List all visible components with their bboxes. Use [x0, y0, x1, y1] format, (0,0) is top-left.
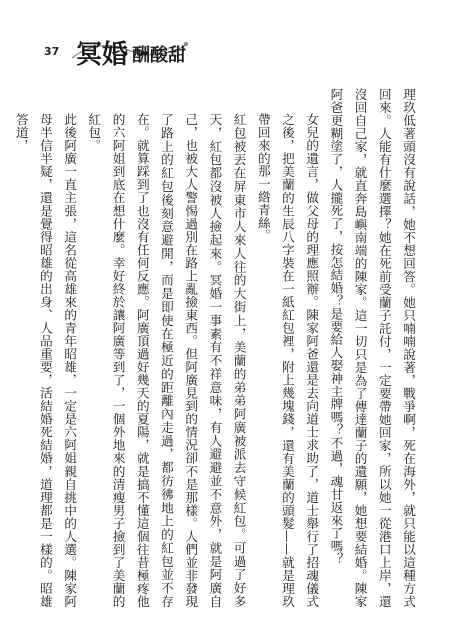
body-text: [13, 88, 420, 608]
paragraph: 理玖低著頭沒有說話，她不想回答。她只喃喃說著，戰爭啊，死在海外，就只能以這種方式回來。人能有什麼選擇？她在死前受蘭子託付，一定要帶她回家，所以她一從港口上岸，還沒回自己家，就直奔島嶼南端的陳家。這一切只是為了傳達蘭子的遺願，她想要結婚。陳家阿爸更糊塗了，人攏死了，按怎結婚？是要給人娶神主牌嗎？不過，魂甘返來了嗎？: [328, 88, 416, 608]
page-number: 37: [44, 45, 60, 58]
running-title-sub: 酬酸甜: [132, 45, 186, 66]
paragraph: 紅包被丟在屏東市人來人往的大街上，美蘭的弟弟阿廣被派去守候紅包。可過了好多天，紅包都沒被人撿起來。冥婚一事素有不祥意味，有人避避並不意外，就是阿廣自己，也被大人警惕過別在路上亂撿東西。但阿廣見到的情況卻不是那樣。人們並非發現了路上的紅包後刻意避開，而是即使在極近的距離內走過，都彷彿地上的紅包並不存在。就算踩到了也沒有任何反應。阿廣頂過好幾天的夏陽，就是搞不懂這個往昔極疼他的六阿姐到底在想什麼。幸好終於讓阿廣等到了，一個外地來的清瘦男子撿到了美蘭的紅包。: [86, 113, 247, 608]
paragraph: 女兒的遺言，做父母的理應照辦。陳家阿爸還是去向道士求助了，道士舉行了招魂儀式之後，把美蘭的生辰八字裝在一紙紅包裡，附上幾塊錢，還有美蘭的頭髮——就是理玖帶回來的那一綹青絲。: [255, 113, 320, 608]
running-title-main: 冥婚: [76, 40, 129, 70]
paragraph: 此後阿廣一直主張，這名從高雄來的青年昭雄，一定是六阿姐親自挑中的人選。陳家阿母半信半疑，還是覺得昭雄的出身、人品重要，活結婚死結婚，道理都是一樣的。昭雄答道，: [13, 113, 78, 608]
page-header: [44, 32, 264, 72]
